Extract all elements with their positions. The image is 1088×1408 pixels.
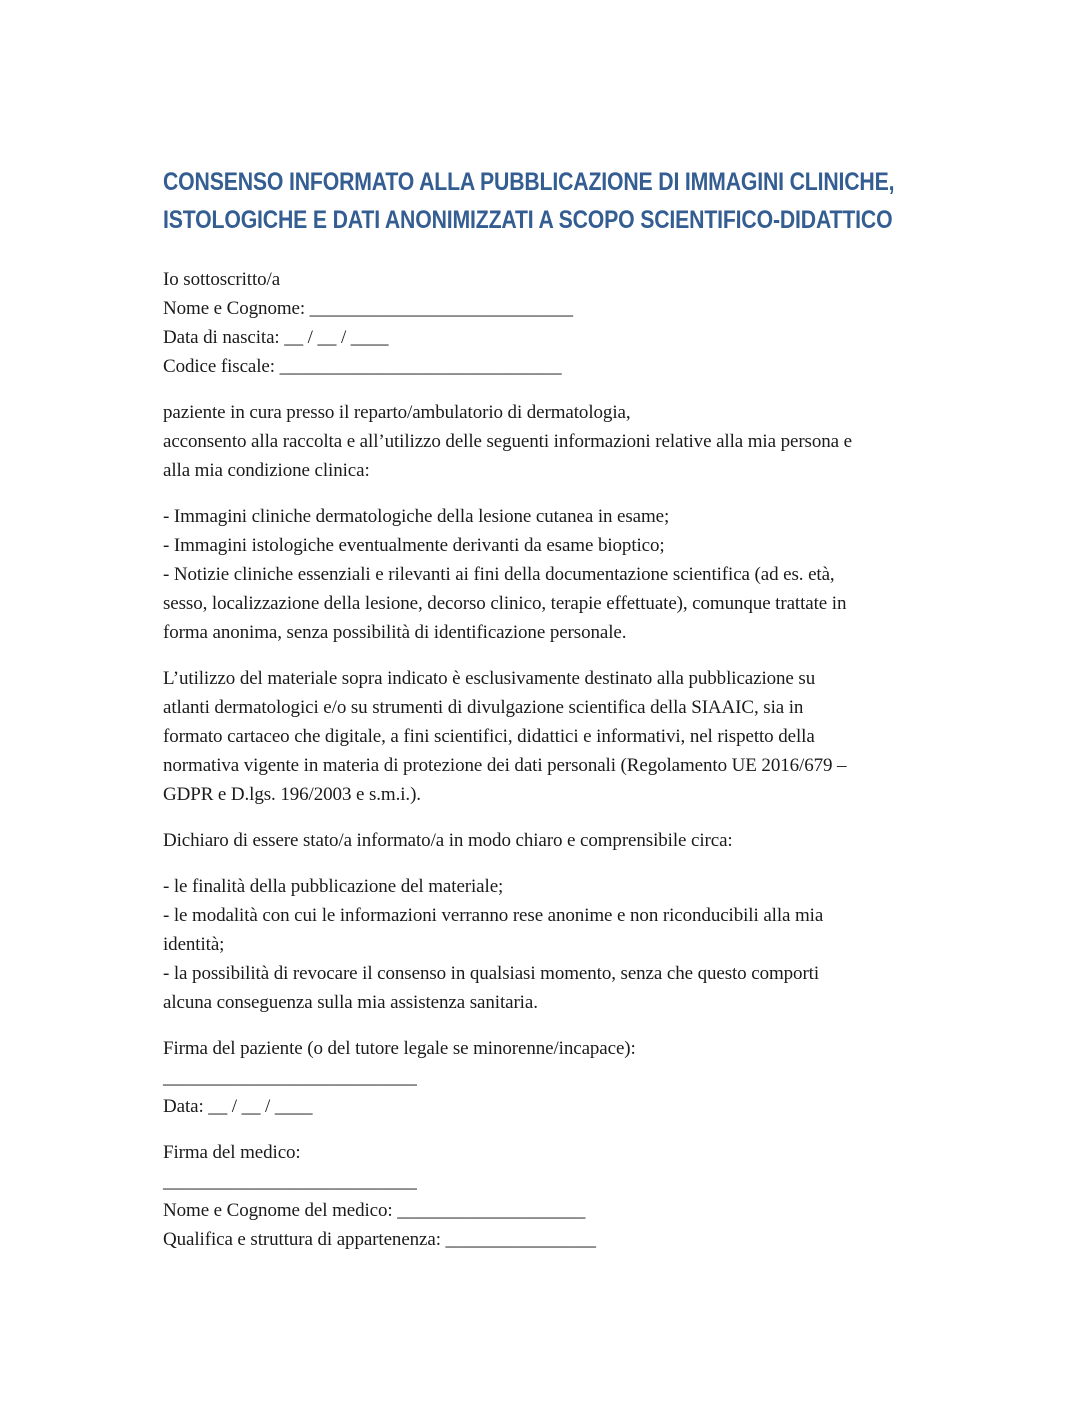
title-line-1: CONSENSO INFORMATO ALLA PUBBLICAZIONE DI IMMAGINI CLINICHE, [163,168,895,196]
undersigned-line: Io sottoscritto/a [163,269,281,290]
declaration-item-revoke-line-2: alcuna conseguenza sulla mia assistenza sanitaria. [163,992,538,1013]
document-content [163,163,963,1271]
collected-item-histological-images: - Immagini istologiche eventualmente derivanti da esame bioptico; [163,535,665,556]
collected-item-clinical-images: - Immagini cliniche dermatologiche della lesione cutanea in esame; [163,506,670,527]
consent-intro-paragraph [163,398,963,485]
usage-paragraph [163,664,963,809]
declaration-items-list [163,872,963,1017]
collected-items-list [163,502,963,647]
declaration-item-anonymity-line-1: - le modalità con cui le informazioni verranno rese anonime e non riconducibili alla mia [163,905,824,926]
collected-item-clinical-notes-line-3: forma anonima, senza possibilità di identificazione personale. [163,622,627,643]
declaration-line: Dichiaro di essere stato/a informato/a in modo chiaro e comprensibile circa: [163,830,733,851]
consent-intro-line-2: acconsento alla raccolta e all’utilizzo delle seguenti informazioni relative alla mia persona e [163,431,852,452]
fiscal-code-field-line: Codice fiscale: ______________________________ [163,356,562,377]
doctor-signature-line: ___________________________ [163,1171,417,1192]
patient-signature-line: ___________________________ [163,1067,417,1088]
usage-line-3: formato cartaceo che digitale, a fini scientifici, didattici e informativi, nel rispetto della [163,726,815,747]
usage-line-1: L’utilizzo del materiale sopra indicato è esclusivamente destinato alla pubblicazione su [163,668,816,689]
doctor-qualification-field-line: Qualifica e struttura di appartenenza: ________________ [163,1229,596,1250]
collected-item-clinical-notes-line-1: - Notizie cliniche essenziali e rilevanti ai fini della documentazione scientifica (ad es. età, [163,564,835,585]
usage-line-5: GDPR e D.lgs. 196/2003 e s.m.i.). [163,784,421,805]
usage-line-2: atlanti dermatologici e/o su strumenti di divulgazione scientifica della SIAAIC, sia in [163,697,804,718]
consent-intro-line-3: alla mia condizione clinica: [163,460,370,481]
consent-intro-line-1: paziente in cura presso il reparto/ambulatorio di dermatologia, [163,402,631,423]
declaration-item-revoke-line-1: - la possibilità di revocare il consenso in qualsiasi momento, senza che questo comporti [163,963,820,984]
document-title [163,163,895,239]
declaration-paragraph [163,826,963,855]
doctor-name-field-line: Nome e Cognome del medico: ____________________ [163,1200,586,1221]
identity-paragraph [163,265,963,381]
birth-date-field-line: Data di nascita: __ / __ / ____ [163,327,389,348]
name-surname-field-line: Nome e Cognome: ____________________________ [163,298,573,319]
usage-line-4: normativa vigente in materia di protezione dei dati personali (Regolamento UE 2016/679 – [163,755,847,776]
title-line-2: ISTOLOGICHE E DATI ANONIMIZZATI A SCOPO SCIENTIFICO-DIDATTICO [163,206,893,234]
doctor-signature-block [163,1138,963,1254]
doctor-signature-label: Firma del medico: [163,1142,301,1163]
collected-item-clinical-notes-line-2: sesso, localizzazione della lesione, decorso clinico, terapie effettuate), comunque trattate in [163,593,847,614]
declaration-item-anonymity-line-2: identità; [163,934,225,955]
patient-signature-block [163,1034,963,1121]
patient-signature-label: Firma del paziente (o del tutore legale se minorenne/incapace): [163,1038,636,1059]
declaration-item-purposes: - le finalità della pubblicazione del materiale; [163,876,504,897]
patient-signature-date-field-line: Data: __ / __ / ____ [163,1096,313,1117]
